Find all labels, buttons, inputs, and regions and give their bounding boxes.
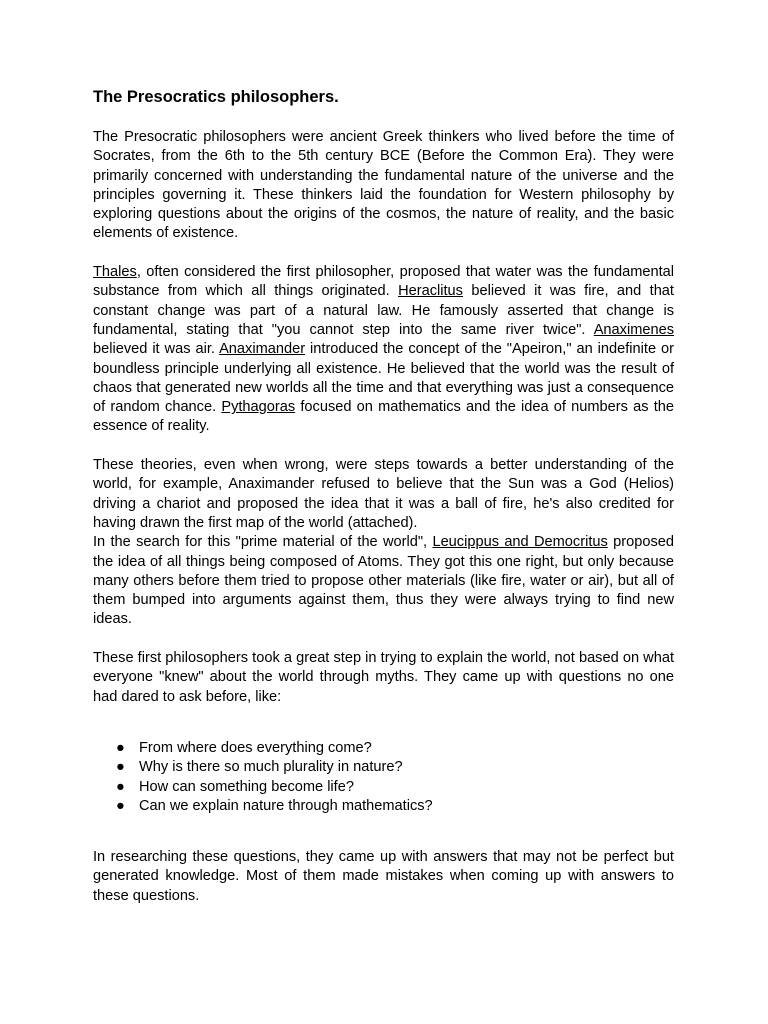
link-heraclitus[interactable]: Heraclitus xyxy=(398,283,463,300)
bullet-icon: ● xyxy=(116,739,125,756)
list-item-text: Why is there so much plurality in nature? xyxy=(139,759,403,776)
text-segment: focused on mathematics and the idea of numbers as the essence of reality. xyxy=(93,399,675,435)
paragraph-spacer xyxy=(93,630,674,649)
atoms-paragraph xyxy=(93,533,674,629)
link-anaximenes[interactable]: Anaximenes xyxy=(593,321,674,338)
list-item xyxy=(116,758,674,777)
list-spacer xyxy=(93,816,674,848)
list-item-text: How can something become life? xyxy=(139,778,354,795)
conclusion-paragraph: In researching these questions, they came up with answers that may not be perfect but generated knowledge. Most of them made mistakes when coming up with answers to these questions. xyxy=(93,849,674,904)
document-body xyxy=(93,86,674,906)
paragraph-spacer xyxy=(93,244,674,263)
questions-list xyxy=(93,739,674,816)
first-philosophers-paragraph: These first philosophers took a great step in trying to explain the world, not based on what everyone "knew" about the world through myths. They came up with questions no one had dared to ask before, like: xyxy=(93,650,674,705)
list-spacer xyxy=(93,707,674,739)
link-anaximander[interactable]: Anaximander xyxy=(219,341,306,358)
link-pythagoras[interactable]: Pythagoras xyxy=(221,399,296,416)
text-segment: introduced the concept of the "Apeiron," an indefinite or boundless principle underlying all existence. He believed that the world was the result of chaos that generated new worlds all the time and that everything was just a consequence of random chance. xyxy=(93,341,674,416)
text-segment: In the search for this "prime material of the world", xyxy=(93,534,433,551)
bullet-icon: ● xyxy=(116,759,125,776)
bullet-icon: ● xyxy=(116,797,125,814)
list-item xyxy=(116,778,674,797)
list-item-text: From where does everything come? xyxy=(139,739,372,756)
list-item xyxy=(116,797,674,816)
text-segment: , often considered the first philosopher, proposed that water was the fundamental substance from which all things originated. xyxy=(93,264,674,300)
link-leucippus-democritus[interactable]: Leucippus and Democritus xyxy=(432,534,608,551)
document-title: The Presocratics philosophers. xyxy=(93,88,339,106)
list-item-text: Can we explain nature through mathematics? xyxy=(139,797,433,814)
text-segment: proposed the idea of all things being composed of Atoms. They got this one right, but only because many others before them tried to propose other materials (like fire, water or air), but all of them bumped into arguments against them, thus they were always trying to find new ideas. xyxy=(93,534,674,628)
philosophers-paragraph xyxy=(93,263,674,437)
bullet-icon: ● xyxy=(116,778,125,795)
text-segment: believed it was air. xyxy=(93,341,220,358)
paragraph-spacer xyxy=(93,437,674,456)
text-segment: believed it was fire, and that constant change was part of a natural law. He famously asserted that change is fundamental, stating that "you cannot step into the same river twice". xyxy=(93,283,674,338)
list-item xyxy=(116,739,674,758)
theories-paragraph: These theories, even when wrong, were steps towards a better understanding of the world, for example, Anaximander refused to believe that the Sun was a God (Helios) driving a chariot and proposed the idea that it was a ball of fire, he's also credited for having drawn the first map of the world (attached). xyxy=(93,457,674,531)
intro-paragraph: The Presocratic philosophers were ancient Greek thinkers who lived before the time of Socrates, from the 6th to the 5th century BCE (Before the Common Era). They were primarily concerned with understanding the fundamental nature of the universe and the principles governing it. These thinkers laid the foundation for Western philosophy by exploring questions about the origins of the cosmos, the nature of reality, and the basic elements of existence. xyxy=(93,129,674,242)
link-thales[interactable]: Thales xyxy=(93,264,137,281)
